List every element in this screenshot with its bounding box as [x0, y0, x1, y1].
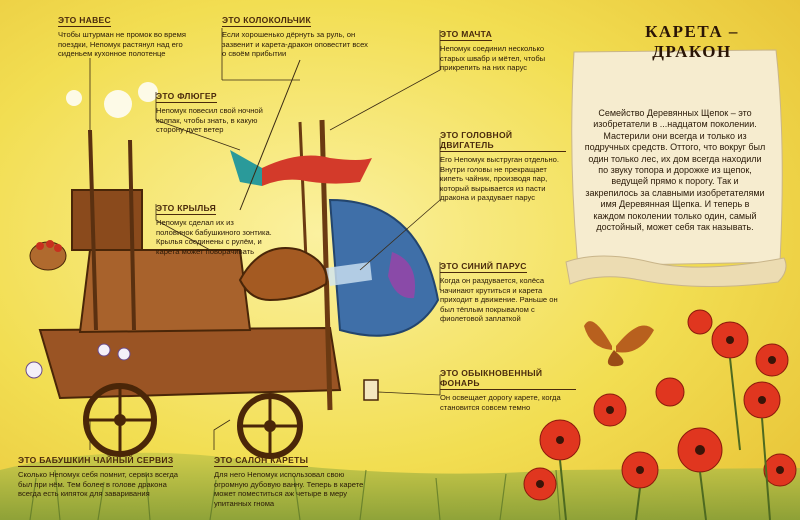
- page-title: КАРЕТА – ДРАКОН: [645, 22, 739, 61]
- note-text: Если хорошенько дёрнуть за руль, он зазвенит и карета-дракон оповестит всех о своём прибытии: [222, 30, 368, 59]
- note-heading: ЭТО ГОЛОВНОЙ ДВИГАТЕЛЬ: [440, 130, 566, 152]
- note-dvigatel: [440, 130, 566, 203]
- note-text: Чтобы штурман не промок во время поездки, Непомук растянул над его сиденьем кухонное полотенце: [58, 30, 186, 59]
- note-fonar: [440, 368, 576, 412]
- note-heading: ЭТО ФЛЮГЕР: [156, 91, 217, 101]
- intro-text: Семейство Деревянных Щепок – это изобретатели в ...надцатом поколении. Мастерили они всегда и только из подручных средств. Оттого, что вокруг был один только лес, их дом всегда находили по звуку топора и дорожке из щепок, ведущей прямо к порогу. Так и закрепилось за славными изобретателями имя Деревянная Щепка. И теперь в каждом поколении только один, самый достойный, может себя так называть.: [584, 108, 766, 233]
- note-serviz: [18, 450, 190, 499]
- note-salon: [214, 450, 370, 508]
- note-text: Он освещает дорогу карете, когда становится совсем темно: [440, 393, 561, 412]
- note-text: Непомук повесил свой ночной колпак, чтобы знать, в какую сторону дует ветер: [156, 106, 263, 135]
- note-text: Для него Непомук использовал свою огромную дубовую ванну. Теперь в карете может поместиться аж четыре в меру упитанных гнома: [214, 470, 364, 508]
- note-krylya: [156, 198, 272, 256]
- note-parus: [440, 256, 562, 324]
- note-heading: ЭТО ОБЫКНОВЕННЫЙ ФОНАРЬ: [440, 368, 576, 390]
- note-heading: ЭТО НАВЕС: [58, 15, 111, 25]
- note-text: Когда он раздувается, колёса начинают крутиться и карета приходит в движение. Раньше он был тёплым покрывалом с фиолетовой заплаткой: [440, 276, 558, 324]
- note-heading: ЭТО КОЛОКОЛЬЧИК: [222, 15, 311, 25]
- note-text: Непомук сделал их из половинок бабушкиного зонтика. Крылья соединены с рулём, и карета может поворачивать: [156, 218, 272, 256]
- note-flyuger: [156, 86, 274, 135]
- note-heading: ЭТО САЛОН КАРЕТЫ: [214, 455, 309, 465]
- note-text: Сколько Непомук себя помнит, сервиз всегда был при нём. Тем более в голове дракона всегда есть кипяток для заваривания: [18, 470, 179, 499]
- note-heading: ЭТО БАБУШКИН ЧАЙНЫЙ СЕРВИЗ: [18, 455, 174, 465]
- note-naves: [58, 10, 208, 59]
- note-heading: ЭТО СИНИЙ ПАРУС: [440, 261, 527, 271]
- note-heading: ЭТО КРЫЛЬЯ: [156, 203, 217, 213]
- note-kolokolchik: [222, 10, 374, 59]
- note-text: Его Непомук выструган отдельно. Внутри головы не прекращает кипеть чайник, производя пар, который вырывается из пасти дракона и раздувает парус: [440, 155, 560, 203]
- note-text: Непомук соединил несколько старых швабр и мётел, чтобы прикрепить на них парус: [440, 44, 546, 73]
- note-machta: [440, 24, 562, 73]
- note-heading: ЭТО МАЧТА: [440, 29, 493, 39]
